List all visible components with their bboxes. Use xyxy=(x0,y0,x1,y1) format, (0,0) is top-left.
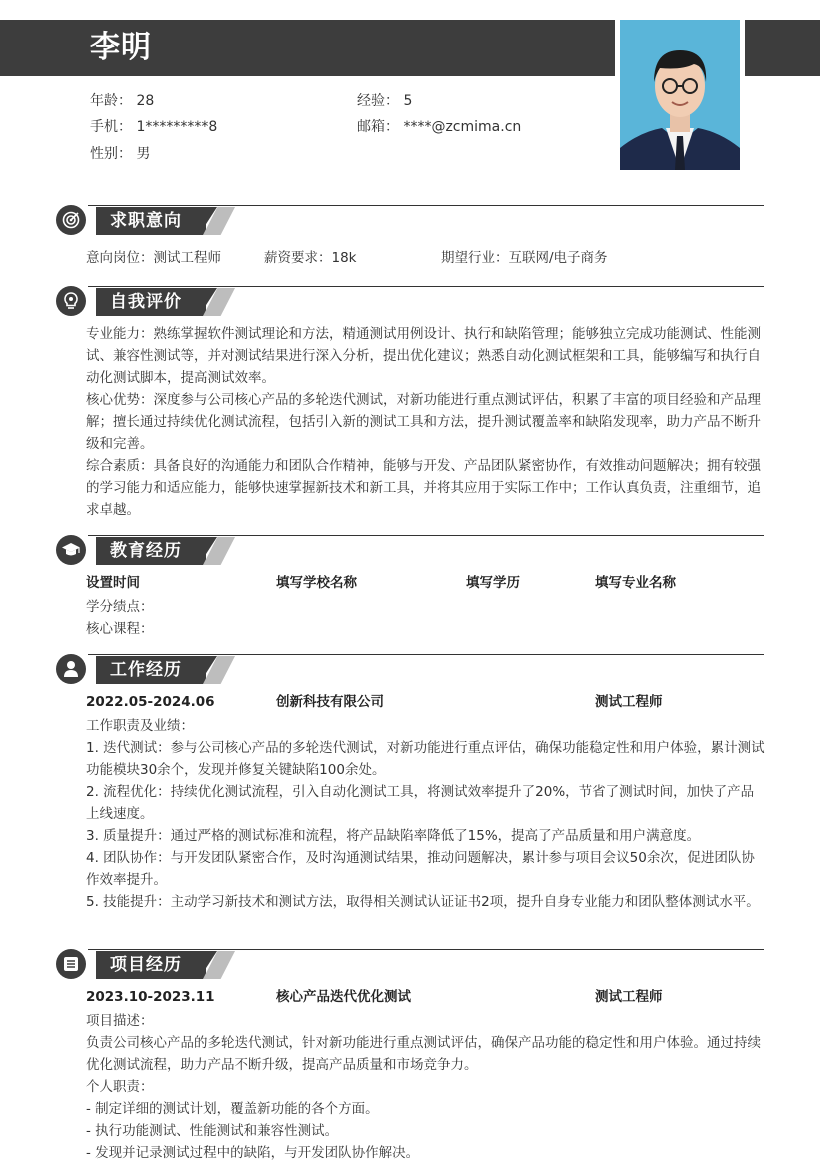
work-period: 2022.05-2024.06 xyxy=(86,694,215,710)
project-desc-label: 项目描述： xyxy=(86,1013,154,1029)
work-duty-label: 工作职责及业绩： xyxy=(86,718,194,734)
self-eval-paragraph: 核心优势：深度参与公司核心产品的多轮迭代测试，对新功能进行重点测试评估，积累了丰富的项目经验和产品理解；擅长通过持续优化测试流程，包括引入新的测试工具和方法，提升测试覆盖率和缺陷发现率，助力产品不断升级和完善。 xyxy=(86,392,761,452)
header-bar-right xyxy=(745,20,820,76)
section-title-self-eval: 自我评价 xyxy=(96,288,206,316)
work-item: 1. 迭代测试：参与公司核心产品的多轮迭代测试，对新功能进行重点评估，确保功能稳定性和用户体验，累计测试功能模块30余个，发现并修复关键缺陷100余处。 xyxy=(86,740,765,778)
profile-photo xyxy=(620,20,740,170)
project-duty-label: 个人职责： xyxy=(86,1079,154,1095)
section-divider xyxy=(88,286,764,287)
graduation-cap-icon xyxy=(56,535,86,565)
section-title-project: 项目经历 xyxy=(96,951,206,979)
gender-value: 男 xyxy=(136,146,151,162)
work-item: 3. 质量提升：通过严格的测试标准和流程，将产品缺陷率降低了15%，提高了产品质量和用户满意度。 xyxy=(86,828,701,844)
section-title-education: 教育经历 xyxy=(96,537,206,565)
gender-label: 性别： xyxy=(90,146,132,162)
list-icon xyxy=(56,949,86,979)
project-name: 核心产品迭代优化测试 xyxy=(276,989,411,1005)
education-school: 填写学校名称 xyxy=(276,575,357,591)
project-period: 2023.10-2023.11 xyxy=(86,989,215,1005)
email-field xyxy=(357,117,521,137)
phone-field xyxy=(90,117,217,137)
section-divider xyxy=(88,205,764,206)
project-duty: - 制定详细的测试计划，覆盖新功能的各个方面。 xyxy=(86,1101,379,1117)
section-divider xyxy=(88,535,764,536)
candidate-name: 李明 xyxy=(90,30,152,65)
education-time: 设置时间 xyxy=(86,575,140,591)
age-field xyxy=(90,91,154,111)
experience-label: 经验： xyxy=(357,93,399,109)
work-role: 测试工程师 xyxy=(595,694,663,710)
education-courses: 核心课程： xyxy=(86,621,154,637)
education-gpa: 学分绩点： xyxy=(86,599,154,615)
phone-label: 手机： xyxy=(90,119,132,135)
work-item: 5. 技能提升：主动学习新技术和测试方法，取得相关测试认证证书2项，提升自身专业能力和团队整体测试水平。 xyxy=(86,894,760,910)
education-major: 填写专业名称 xyxy=(595,575,676,591)
self-eval-paragraph: 专业能力：熟练掌握软件测试理论和方法，精通测试用例设计、执行和缺陷管理；能够独立完成功能测试、性能测试、兼容性测试等，并对测试结果进行深入分析，提出优化建议；熟悉自动化测试框架和工具，能够编写和执行自动化测试脚本，提高测试效率。 xyxy=(86,326,761,386)
work-item: 2. 流程优化：持续优化测试流程，引入自动化测试工具，将测试效率提升了20%，节省了测试时间，加快了产品上线速度。 xyxy=(86,784,755,822)
project-description: 负责公司核心产品的多轮迭代测试，针对新功能进行重点测试评估，确保产品功能的稳定性和用户体验。通过持续优化测试流程，助力产品不断升级，提高产品质量和市场竞争力。 xyxy=(86,1035,761,1073)
email-label: 邮箱： xyxy=(357,119,399,135)
project-duty: - 发现并记录测试过程中的缺陷，与开发团队协作解决。 xyxy=(86,1145,420,1160)
intent-salary: 薪资要求：18k xyxy=(264,250,357,266)
section-divider xyxy=(88,949,764,950)
experience-field xyxy=(357,91,412,111)
project-duty: - 执行功能测试、性能测试和兼容性测试。 xyxy=(86,1123,339,1139)
target-icon xyxy=(56,205,86,235)
intent-industry: 期望行业：互联网/电子商务 xyxy=(441,250,608,266)
lightbulb-icon xyxy=(56,286,86,316)
email-value: ****@zcmima.cn xyxy=(403,119,522,135)
gender-field xyxy=(90,144,150,164)
phone-value: 1*********8 xyxy=(136,119,218,135)
education-degree: 填写学历 xyxy=(466,575,520,591)
age-label: 年龄： xyxy=(90,93,132,109)
work-company: 创新科技有限公司 xyxy=(276,694,384,710)
project-role: 测试工程师 xyxy=(595,989,663,1005)
section-divider xyxy=(88,654,764,655)
experience-value: 5 xyxy=(403,93,413,109)
user-icon xyxy=(56,654,86,684)
section-title-intent: 求职意向 xyxy=(96,207,206,235)
section-title-work: 工作经历 xyxy=(96,656,206,684)
work-item: 4. 团队协作：与开发团队紧密合作，及时沟通测试结果，推动问题解决，累计参与项目会议50余次，促进团队协作效率提升。 xyxy=(86,850,755,888)
age-value: 28 xyxy=(136,93,155,109)
self-eval-paragraph: 综合素质：具备良好的沟通能力和团队合作精神，能够与开发、产品团队紧密协作，有效推动问题解决；拥有较强的学习能力和适应能力，能够快速掌握新技术和新工具，并将其应用于实际工作中；工作认真负责，注重细节，追求卓越。 xyxy=(86,458,761,518)
intent-position: 意向岗位：测试工程师 xyxy=(86,250,221,266)
